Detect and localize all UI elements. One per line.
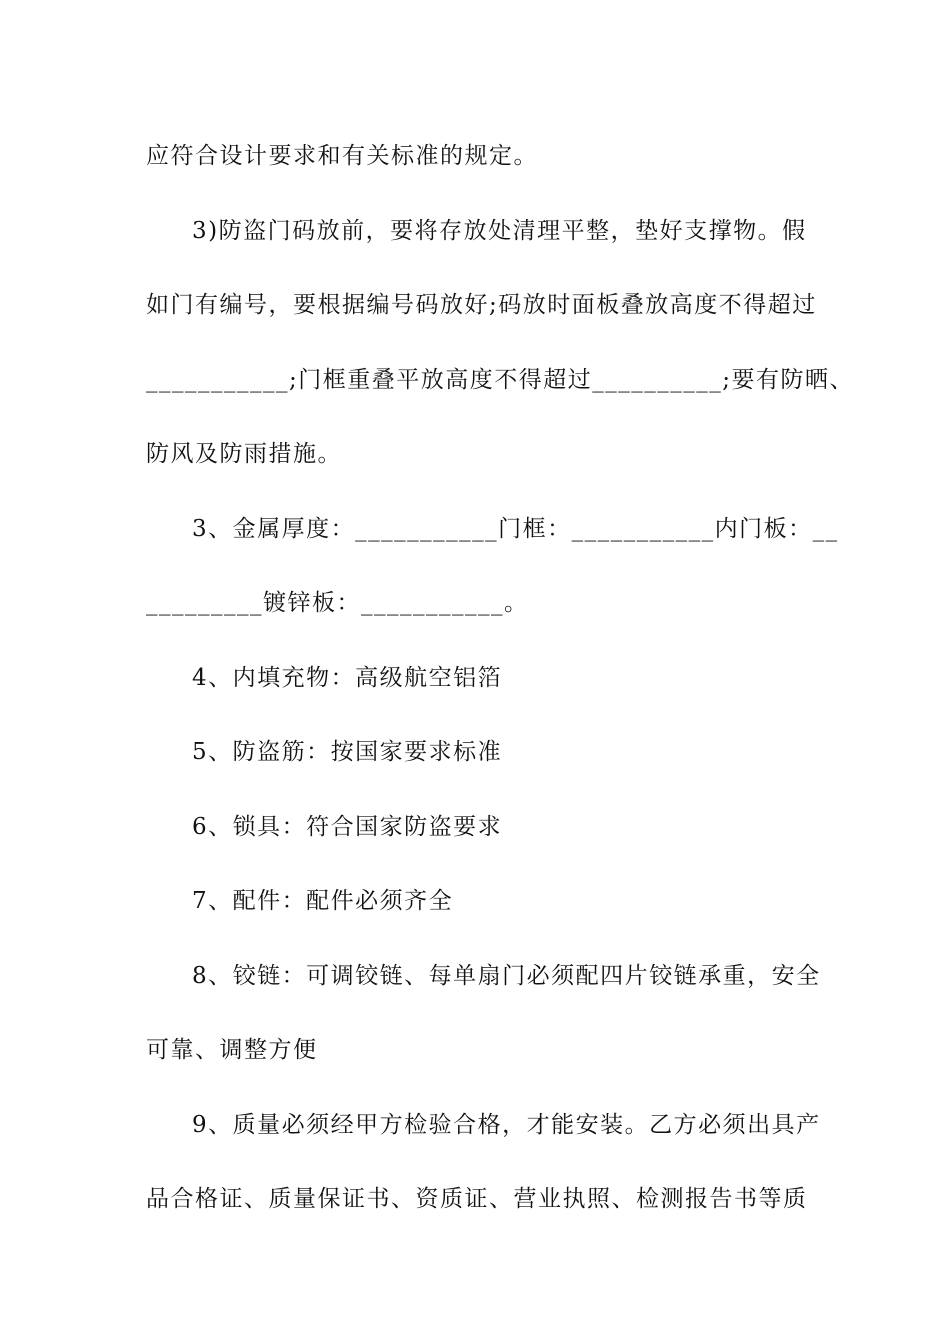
paragraph-anti-theft-bar [146,715,808,790]
paragraph-quality [146,1088,821,1237]
paragraph-metal-thickness [146,492,839,641]
paragraph-continuation [146,119,808,194]
text-line: ___________;门框重叠平放高度不得超过__________;要有防晒、 [146,366,854,393]
text-line: 3)防盗门码放前，要将存放处清理平整，垫好支撑物。假 [192,217,807,244]
text-line: _________镀锌板：___________。 [146,590,529,616]
text-line: 6、锁具：符合国家防盗要求 [192,813,503,840]
text-line: 5、防盗筋：按国家要求标准 [192,739,503,765]
paragraph-door-stacking [146,194,854,492]
text-line: 4、内填充物：高级航空铝箔 [192,664,503,691]
document-body [146,119,854,1237]
text-line: 品合格证、质量保证书、资质证、营业执照、检测报告书等质 [146,1186,808,1212]
paragraph-lock [146,790,808,865]
text-line: 应符合设计要求和有关标准的规定。 [146,143,538,169]
text-line: 9、质量必须经甲方检验合格，才能安装。乙方必须出具产 [192,1111,821,1138]
text-line: 8、铰链：可调铰链、每单扇门必须配四片铰链承重，安全 [192,962,821,989]
text-line: 3、金属厚度：___________门框：___________内门板：__ [192,515,839,542]
text-line: 可靠、调整方便 [146,1037,318,1063]
paragraph-hinges [146,939,821,1088]
paragraph-filler [146,641,808,716]
paragraph-accessories [146,864,808,939]
text-line: 如门有编号，要根据编号码放好;码放时面板叠放高度不得超过 [146,292,817,318]
text-line: 防风及防雨措施。 [146,441,342,467]
text-line: 7、配件：配件必须齐全 [192,888,454,914]
